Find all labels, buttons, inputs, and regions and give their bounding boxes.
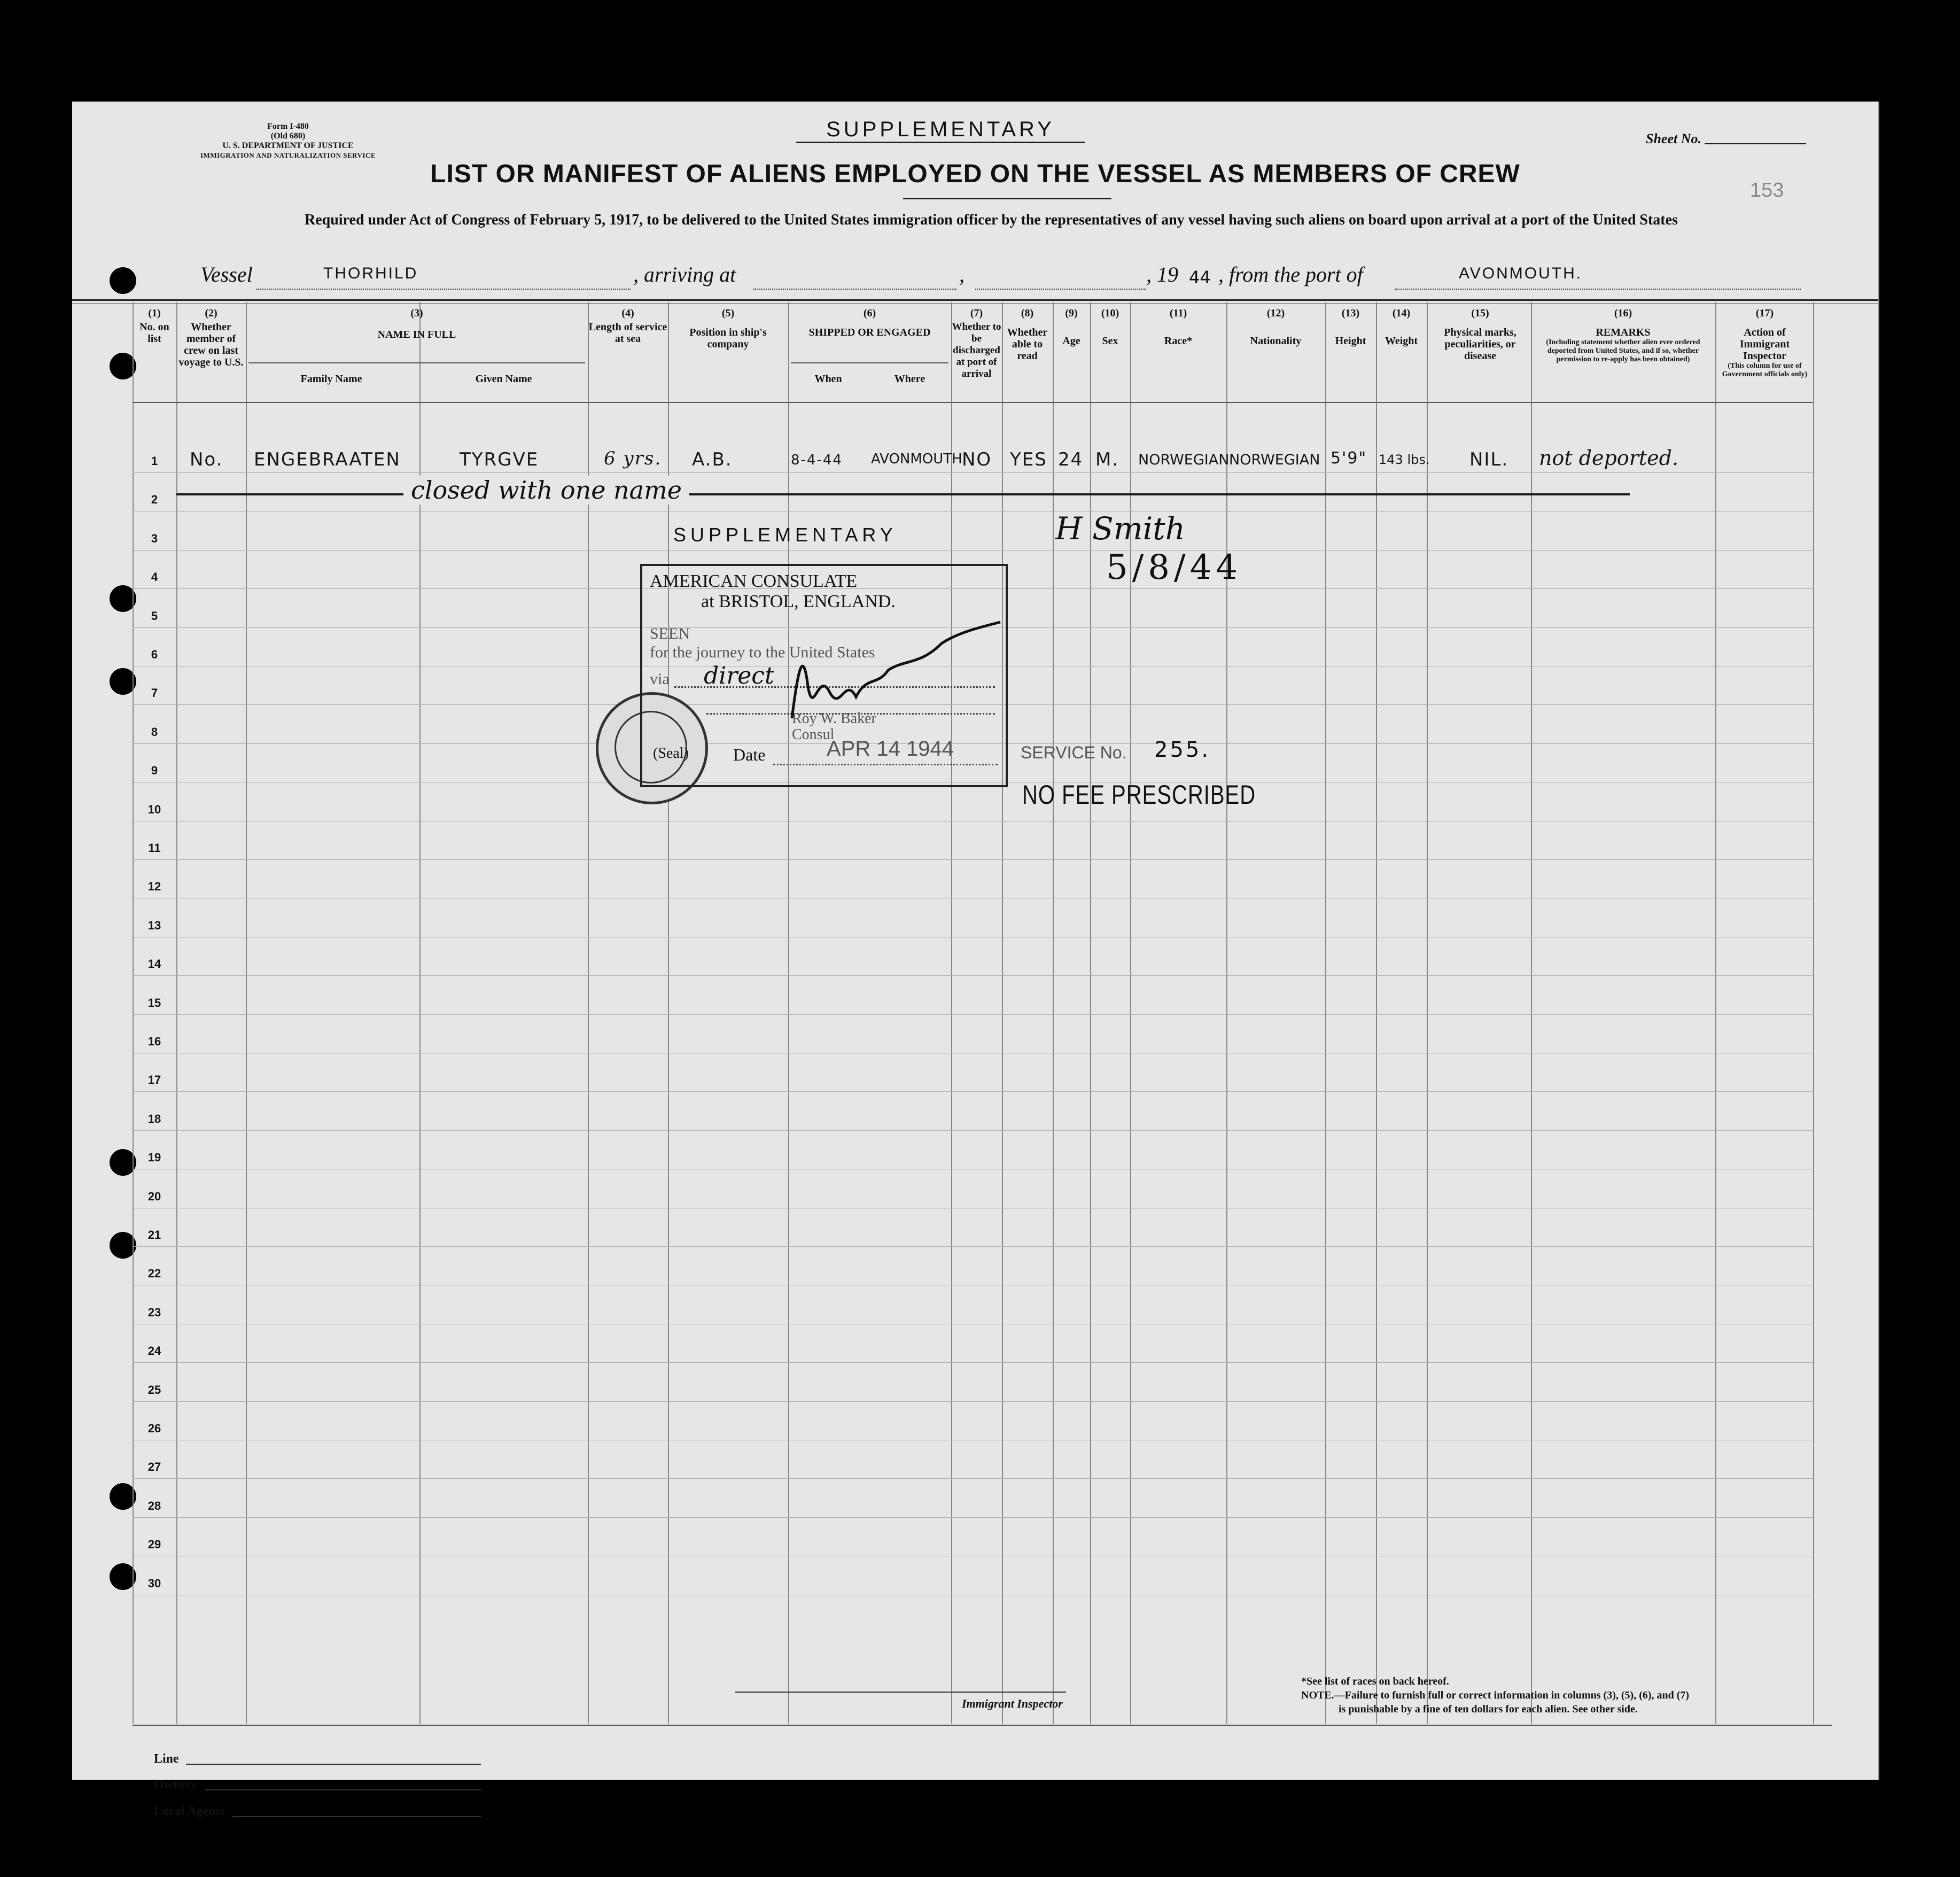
column-label: No. on list bbox=[139, 321, 169, 345]
column-number: (3) bbox=[410, 307, 423, 319]
document-title: LIST OR MANIFEST OF ALIENS EMPLOYED ON THE VESSEL AS MEMBERS OF CREW bbox=[430, 160, 1520, 188]
service-name: IMMIGRATION AND NATURALIZATION SERVICE bbox=[200, 151, 376, 159]
discharged-value: NO bbox=[962, 449, 992, 470]
date-label: Date bbox=[733, 745, 766, 764]
row-rule bbox=[133, 472, 1813, 473]
seen-label: SEEN bbox=[650, 625, 690, 642]
column-header-position bbox=[668, 307, 788, 350]
row-number: 29 bbox=[147, 1538, 161, 1552]
column-label: Height bbox=[1335, 335, 1366, 347]
seal-label: (Seal) bbox=[653, 745, 689, 762]
column-header-sex bbox=[1090, 307, 1130, 347]
column-divider bbox=[668, 302, 669, 1724]
consulate-stamp bbox=[640, 564, 1008, 787]
footnote-penalty: NOTE.—Failure to furnish full or correct information in columns (3), (5), (6), and (7) bbox=[1301, 1689, 1690, 1701]
via-value: direct bbox=[704, 662, 774, 689]
column-label: Age bbox=[1062, 335, 1080, 347]
column-divider bbox=[1531, 302, 1532, 1724]
comma-separator: , bbox=[959, 262, 965, 286]
row-number: 24 bbox=[147, 1344, 161, 1358]
arriving-label: , arriving at bbox=[633, 262, 736, 286]
consul-label: Consul bbox=[792, 726, 835, 743]
closed-note: closed with one name bbox=[403, 476, 689, 505]
column-header-age bbox=[1053, 307, 1090, 347]
row-number: 3 bbox=[151, 531, 158, 545]
row-number: 2 bbox=[151, 493, 158, 507]
form-number: Form I-480 bbox=[267, 122, 309, 131]
column-label: Race* bbox=[1164, 335, 1193, 347]
column-divider bbox=[1002, 302, 1003, 1724]
footnote bbox=[1301, 1674, 1689, 1716]
column-header-nationality bbox=[1226, 307, 1325, 347]
sheet-number-line bbox=[1705, 143, 1806, 144]
column-number: (2) bbox=[205, 307, 217, 319]
row-number: 21 bbox=[147, 1228, 161, 1242]
column-label: Position in ship's company bbox=[689, 327, 767, 350]
column-divider bbox=[1813, 302, 1814, 1724]
column-subheader-given-name: Given Name bbox=[475, 373, 532, 385]
document-subtitle: Required under Act of Congress of February 5, 1917, to be delivered to the United States immigration officer by the representatives of any vessel having such aliens on board upon arrival at a port of the United States bbox=[305, 212, 1678, 228]
row-number: 22 bbox=[147, 1267, 161, 1281]
column-divider bbox=[1376, 302, 1377, 1724]
inspector-signature: H Smith bbox=[1055, 510, 1185, 547]
column-subheader-when: When bbox=[814, 373, 842, 385]
port-field-line bbox=[1395, 289, 1801, 290]
row-rule bbox=[133, 1401, 1813, 1402]
row-rule bbox=[133, 975, 1813, 976]
consul-name: Roy W. Baker bbox=[792, 710, 876, 727]
row-number: 6 bbox=[151, 648, 158, 661]
vessel-field-line bbox=[256, 289, 631, 290]
column-number: (17) bbox=[1755, 307, 1774, 319]
column-label: SHIPPED OR ENGAGED bbox=[808, 327, 931, 338]
column-divider bbox=[1427, 302, 1428, 1724]
service-number: 255. bbox=[1154, 738, 1211, 762]
journey-label: for the journey to the United States bbox=[650, 643, 875, 661]
row-number: 30 bbox=[147, 1576, 161, 1590]
footnote-races: *See list of races on back hereof. bbox=[1301, 1676, 1449, 1687]
row-number: 1 bbox=[151, 454, 158, 468]
signature-date: 5/8/44 bbox=[1106, 548, 1242, 587]
column-subheader-where: Where bbox=[894, 373, 925, 385]
column-number: (13) bbox=[1341, 307, 1360, 319]
column-divider bbox=[1226, 302, 1227, 1724]
service-length-value: 6 yrs. bbox=[604, 448, 662, 469]
no-fee-stamp: NO FEE PRESCRIBED bbox=[1022, 780, 1256, 810]
row-number: 14 bbox=[147, 957, 161, 971]
column-header-name bbox=[246, 307, 588, 340]
service-label: SERVICE No. bbox=[1021, 743, 1127, 762]
via-label: via bbox=[650, 670, 670, 688]
column-number: (16) bbox=[1614, 307, 1632, 319]
column-number: (12) bbox=[1266, 307, 1285, 319]
row-number: 12 bbox=[147, 880, 161, 894]
age-value: 24 bbox=[1058, 449, 1084, 470]
column-label: REMARKS bbox=[1596, 327, 1651, 338]
column-divider bbox=[588, 302, 589, 1724]
row-number: 11 bbox=[148, 841, 161, 855]
column-number: (15) bbox=[1471, 307, 1489, 319]
consulate-name: AMERICAN CONSULATE bbox=[650, 571, 858, 591]
line-label: Line bbox=[154, 1752, 179, 1766]
column-label: NAME IN FULL bbox=[377, 329, 456, 340]
owners-field-line bbox=[205, 1789, 481, 1790]
column-number: (9) bbox=[1065, 307, 1078, 319]
punch-hole bbox=[110, 267, 136, 294]
column-note: (Including statement whether alien ever ordered deported from United States, and if so, whether permission to re-apply has been obtained) bbox=[1546, 338, 1700, 363]
column-divider bbox=[1053, 302, 1054, 1724]
vessel-name: THORHILD bbox=[323, 265, 418, 282]
column-divider bbox=[1325, 302, 1326, 1724]
row-number: 10 bbox=[147, 802, 161, 816]
column-header-able-to-read bbox=[1002, 307, 1053, 362]
local-agents-label: Local Agents bbox=[154, 1804, 225, 1818]
column-header-remarks bbox=[1534, 307, 1713, 364]
column-subheader-family-name: Family Name bbox=[300, 373, 362, 385]
prior-voyage-value: No. bbox=[190, 449, 223, 470]
column-label: Whether able to read bbox=[1007, 327, 1048, 362]
column-number: (4) bbox=[621, 307, 634, 319]
table-bottom-rule bbox=[133, 1725, 1832, 1726]
vessel-label: Vessel bbox=[200, 262, 253, 286]
line-field-line bbox=[186, 1764, 481, 1765]
row-rule bbox=[133, 1014, 1813, 1015]
column-number: (5) bbox=[721, 307, 735, 319]
row-rule bbox=[133, 1246, 1813, 1247]
form-identification bbox=[200, 122, 376, 160]
shipped-subheader-rule bbox=[791, 362, 948, 363]
supplementary-stamp: SUPPLEMENTARY bbox=[673, 524, 897, 546]
row-number: 26 bbox=[147, 1422, 161, 1435]
column-header-shipped bbox=[788, 307, 951, 338]
column-header-prior-voyage bbox=[176, 307, 246, 368]
race-value: NORWEGIAN bbox=[1138, 452, 1230, 468]
arriving-field-line bbox=[753, 289, 956, 290]
row-number: 23 bbox=[147, 1305, 161, 1319]
column-divider bbox=[788, 302, 789, 1724]
row-number: 18 bbox=[147, 1112, 161, 1126]
sex-value: M. bbox=[1095, 449, 1119, 470]
consulate-location: at BRISTOL, ENGLAND. bbox=[701, 592, 896, 611]
column-label: Sex bbox=[1102, 335, 1118, 347]
port-name: AVONMOUTH. bbox=[1459, 265, 1583, 282]
form-old-number: (Old 680) bbox=[270, 131, 306, 141]
column-divider bbox=[419, 302, 421, 1724]
row-rule bbox=[133, 1478, 1813, 1479]
row-number: 17 bbox=[147, 1073, 161, 1087]
immigrant-inspector-label: Immigrant Inspector bbox=[962, 1697, 1063, 1710]
name-subheader-rule bbox=[248, 362, 585, 363]
title-rule bbox=[903, 198, 1111, 199]
footnote-penalty-cont: is punishable by a fine of ten dollars for each alien. See other side. bbox=[1339, 1703, 1638, 1715]
column-number: (10) bbox=[1101, 307, 1119, 319]
nationality-value: NORWEGIAN bbox=[1229, 452, 1320, 468]
column-label: Action of Immigrant Inspector bbox=[1739, 327, 1790, 362]
position-value: A.B. bbox=[692, 449, 733, 470]
row-rule bbox=[133, 1130, 1813, 1131]
row-number: 7 bbox=[151, 686, 158, 700]
year-value: 44 bbox=[1189, 267, 1211, 288]
remarks-value: not deported. bbox=[1539, 446, 1679, 470]
column-label: Weight bbox=[1385, 335, 1418, 347]
column-number: (7) bbox=[970, 307, 983, 319]
owners-label: Owners bbox=[154, 1778, 197, 1791]
column-number: (6) bbox=[863, 307, 876, 319]
row-rule bbox=[133, 1091, 1813, 1092]
manifest-sheet bbox=[72, 102, 1879, 1818]
closing-rule bbox=[176, 493, 1630, 495]
row-number: 20 bbox=[147, 1189, 161, 1203]
column-header-service-length bbox=[588, 307, 668, 345]
column-number: (11) bbox=[1169, 307, 1187, 319]
column-number: (14) bbox=[1392, 307, 1411, 319]
sheet-number-label: Sheet No. bbox=[1646, 131, 1701, 146]
supplementary-heading: SUPPLEMENTARY bbox=[796, 118, 1085, 143]
column-header-inspector-action bbox=[1718, 307, 1811, 379]
row-rule bbox=[133, 859, 1813, 860]
row-number: 27 bbox=[147, 1460, 161, 1474]
from-port-label: , from the port of bbox=[1218, 262, 1363, 286]
height-value: 5'9" bbox=[1331, 449, 1367, 468]
column-label: Nationality bbox=[1250, 335, 1302, 347]
column-label: Physical marks, peculiarities, or disease bbox=[1444, 327, 1516, 362]
column-label: Whether to be discharged at port of arrival bbox=[952, 321, 1001, 379]
column-divider bbox=[1715, 302, 1716, 1724]
column-label: Length of service at sea bbox=[588, 321, 667, 345]
row-rule bbox=[133, 1517, 1813, 1518]
row-number: 8 bbox=[151, 725, 158, 739]
row-number: 16 bbox=[147, 1035, 161, 1048]
column-header-race bbox=[1130, 307, 1226, 347]
column-divider bbox=[951, 302, 952, 1724]
column-number: (8) bbox=[1021, 307, 1034, 319]
column-header-physical-marks bbox=[1432, 307, 1528, 362]
column-number: (1) bbox=[148, 307, 161, 319]
consul-signature-scribble bbox=[781, 611, 1006, 729]
header-bottom-rule bbox=[133, 402, 1813, 403]
inspector-signature-line bbox=[735, 1692, 1066, 1693]
row-number: 15 bbox=[147, 996, 161, 1010]
year-label: , 19 bbox=[1146, 262, 1178, 286]
row-number: 4 bbox=[151, 570, 158, 584]
arriving-date-line bbox=[975, 289, 1146, 290]
physical-marks-value: NIL. bbox=[1469, 449, 1509, 470]
row-number: 9 bbox=[151, 764, 158, 778]
date-dotted-line bbox=[773, 764, 998, 765]
column-header-weight bbox=[1376, 307, 1427, 347]
row-rule bbox=[133, 1362, 1813, 1363]
weight-value: 143 lbs. bbox=[1379, 452, 1430, 467]
page-stamp-number: 153 bbox=[1750, 179, 1784, 201]
shipped-where-value: AVONMOUTH bbox=[871, 451, 962, 467]
department-name: U. S. DEPARTMENT OF JUSTICE bbox=[222, 141, 354, 150]
column-divider bbox=[246, 302, 247, 1724]
local-agents-field-line bbox=[232, 1816, 481, 1817]
column-divider bbox=[176, 302, 177, 1724]
column-label: Whether member of crew on last voyage to U.S. bbox=[178, 321, 244, 368]
column-header-discharged bbox=[951, 307, 1002, 380]
family-name-value: ENGEBRAATEN bbox=[254, 449, 401, 470]
given-name-value: TYRGVE bbox=[460, 449, 539, 470]
column-header-no bbox=[133, 307, 176, 345]
able-to-read-value: YES bbox=[1010, 449, 1047, 470]
row-number: 25 bbox=[147, 1383, 161, 1397]
row-number: 5 bbox=[151, 609, 158, 623]
column-note: (This column for use of Government officials only) bbox=[1722, 362, 1808, 378]
header-rule bbox=[72, 299, 1878, 301]
row-number: 13 bbox=[147, 918, 161, 932]
row-number: 19 bbox=[147, 1151, 161, 1165]
column-header-height bbox=[1325, 307, 1376, 347]
shipped-when-value: 8-4-44 bbox=[791, 452, 843, 468]
row-number: 28 bbox=[147, 1499, 161, 1513]
date-value: APR 14 1944 bbox=[827, 737, 954, 761]
